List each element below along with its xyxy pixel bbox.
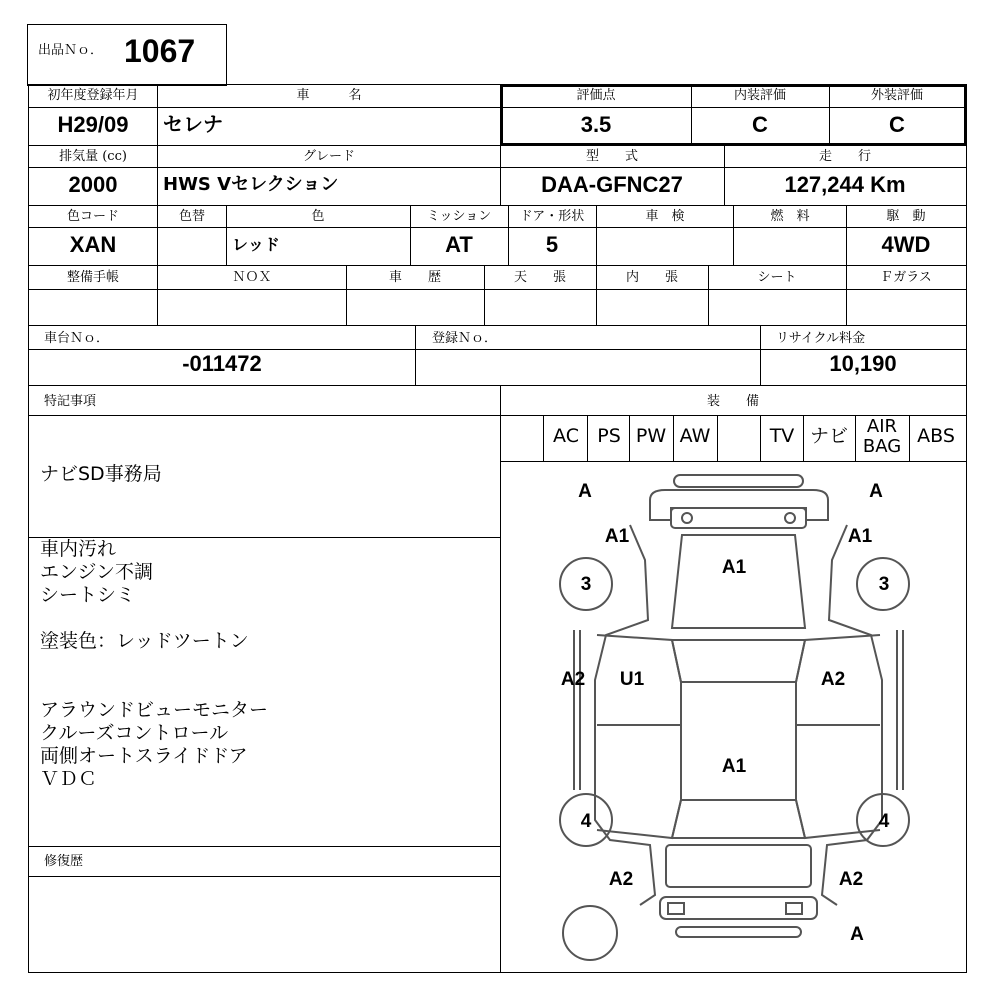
equip-ac: AC — [553, 425, 579, 447]
seat-label: シート — [757, 270, 797, 285]
first-reg-label: 初年度登録年月 — [47, 88, 139, 103]
windshield-shape — [672, 640, 805, 682]
mark-rear-left: A2 — [608, 869, 634, 890]
mark-rear-right: A2 — [838, 869, 864, 890]
recycle-value: 10,190 — [829, 351, 897, 376]
car-name-value: セレナ — [163, 112, 223, 136]
mark-fender-right: A1 — [847, 526, 873, 547]
mark-front-right: A — [869, 481, 883, 502]
color-value: レッド — [232, 235, 280, 254]
lot-label: 出品Ｎｏ． — [38, 43, 104, 58]
color-code-label: 色コード — [66, 209, 120, 224]
model-value: DAA-GFNC27 — [541, 172, 683, 197]
equip-pw: PW — [635, 425, 667, 447]
grade-label: グレード — [302, 149, 356, 164]
interior-value: C — [752, 112, 768, 137]
score-label: 評価点 — [576, 88, 616, 103]
mark-front-left: A — [578, 481, 592, 502]
mark-tyre-fr: 3 — [878, 574, 890, 595]
mark-fender-left: A1 — [604, 526, 630, 547]
color-code-value: XAN — [69, 232, 117, 257]
mark-bonnet: A1 — [721, 557, 747, 578]
front-bumper-shape — [674, 475, 803, 487]
reg-label: 登録Ｎｏ． — [432, 331, 498, 346]
car-name-label: 車 名 — [296, 88, 362, 103]
right-side-shape — [822, 525, 882, 905]
exterior-label: 外装評価 — [870, 88, 924, 103]
mark-door-right: A2 — [820, 669, 846, 690]
maint-label: 整備手帳 — [66, 270, 120, 285]
tailgate-shape — [666, 845, 811, 887]
mission-value: AT — [445, 232, 473, 257]
inspection-label: 車 検 — [645, 209, 685, 224]
equipment-label: 装 備 — [706, 394, 760, 409]
score-value: 3.5 — [580, 112, 612, 137]
fuel-label: 燃 料 — [770, 209, 810, 224]
right-doors-shape — [796, 635, 880, 838]
interior-label: 内装評価 — [733, 88, 787, 103]
interior-trim-label: 内 張 — [625, 270, 679, 285]
mark-rear-bumper: A — [850, 924, 864, 945]
notes-body: 車内汚れ エンジン不調 シートシミ 塗装色：レッドツートン アラウンドビューモニター クルーズコントロール 両側オートスライドドア ＶＤＣ — [40, 538, 269, 790]
equip-navi: ナビ — [809, 425, 849, 447]
bonnet-shape — [672, 535, 805, 628]
rear-glass-shape — [672, 800, 805, 838]
first-reg-value: H29/09 — [57, 112, 129, 137]
repair-label: 修復歴 — [44, 854, 84, 869]
history-label: 車 歴 — [388, 270, 442, 285]
notes-top: ナビSD事務局 — [40, 463, 162, 485]
drive-label: 駆 動 — [886, 209, 926, 224]
equip-abs: ABS — [917, 425, 955, 447]
displacement-label: 排気量 (cc) — [59, 149, 127, 164]
door-label: ドア・形状 — [519, 209, 585, 224]
nox-label: ＮＯＸ — [232, 270, 272, 285]
notes-label: 特記事項 — [44, 394, 97, 409]
equip-tv: TV — [769, 425, 795, 447]
equip-aw: AW — [679, 425, 711, 447]
mission-label: ミッション — [426, 209, 492, 224]
mileage-label: 走 行 — [818, 149, 872, 164]
glass-label: Ｆガラス — [880, 270, 932, 285]
mark-roof: A1 — [721, 756, 747, 777]
chassis-label: 車台Ｎｏ． — [44, 331, 110, 346]
model-label: 型 式 — [585, 149, 639, 164]
displacement-value: 2000 — [68, 172, 118, 197]
recycle-label: リサイクル料金 — [776, 331, 866, 346]
color-label: 色 — [311, 209, 325, 224]
mark-door-left: A2 — [560, 669, 586, 690]
chassis-value: -011472 — [182, 351, 262, 376]
repaint-label: 色替 — [178, 209, 206, 224]
mark-tyre-rl: 4 — [580, 811, 592, 832]
exterior-value: C — [889, 112, 905, 137]
front-grille-shape — [650, 490, 828, 520]
grade-value: HWS Vセレクション — [163, 174, 339, 195]
mark-pillar: U1 — [619, 669, 645, 690]
sunroof-label: 天 張 — [513, 270, 567, 285]
left-side-shape — [595, 525, 655, 905]
lot-number: 1067 — [124, 33, 196, 69]
roof-shape — [681, 682, 796, 800]
mark-tyre-fl: 3 — [580, 574, 592, 595]
equip-ps: PS — [597, 425, 621, 447]
door-value: 5 — [545, 232, 559, 257]
drive-value: 4WD — [881, 232, 931, 257]
mark-tyre-rr: 4 — [878, 811, 890, 832]
mileage-value: 127,244 Km — [784, 172, 906, 197]
spare-tyre-shape — [563, 906, 617, 960]
equip-air: AIR — [866, 416, 898, 437]
equip-bag: BAG — [862, 436, 902, 457]
